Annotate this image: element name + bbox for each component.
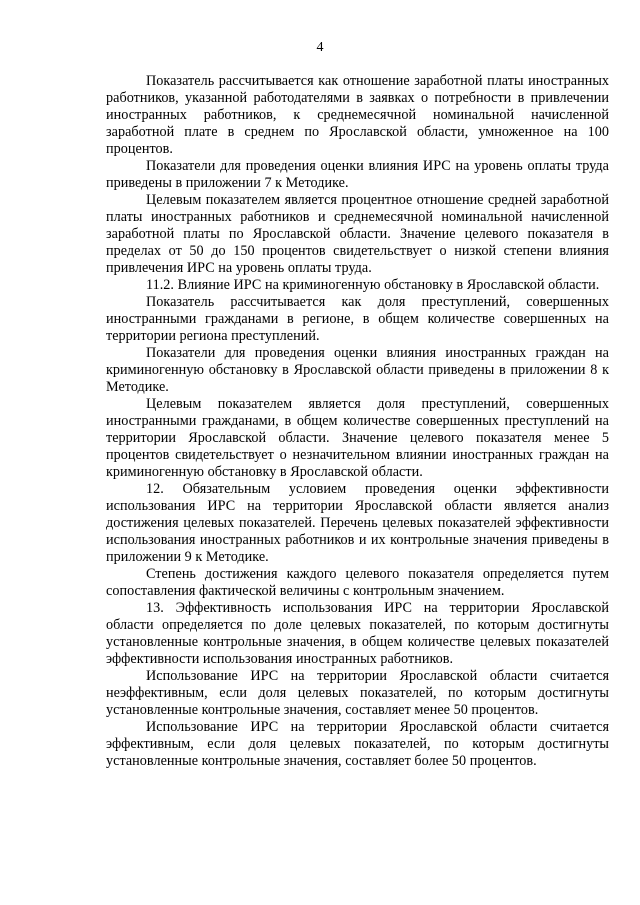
page-number: 4 <box>316 40 324 55</box>
paragraph-achievement-degree: Степень достижения каждого целевого показателя определяется путем сопоставления фактической величины с контрольным значением. <box>106 566 609 599</box>
document-body <box>106 73 609 770</box>
paragraph-crime-indicators: Показатели для проведения оценки влияния иностранных граждан на криминогенную обстановку в Ярославской области приведены в приложении 8 к Методике. <box>106 345 609 395</box>
section-heading-11-2: 11.2. Влияние ИРС на криминогенную обстановку в Ярославской области. <box>146 277 600 293</box>
paragraph-wage-indicators: Показатели для проведения оценки влияния ИРС на уровень оплаты труда приведены в приложении 7 к Методике. <box>106 158 609 191</box>
paragraph-ineffective: Использование ИРС на территории Ярославской области считается неэффективным, если доля целевых показателей, по которым достигнуты установленные контрольные значения, составляет менее 50 процентов. <box>106 668 609 718</box>
paragraph-section-12: 12. Обязательным условием проведения оценки эффективности использования ИРС на территории Ярославской области является анализ достижения целевых показателей. Перечень целевых показателей эффективности использования иностранных работников и их контрольные значения приведены в приложении 9 к Методике. <box>106 481 609 565</box>
paragraph-section-13: 13. Эффективность использования ИРС на территории Ярославской области определяется по доле целевых показателей, по которым достигнуты установленные контрольные значения, в общем количестве целевых показателей эффективности использования иностранных работников. <box>106 600 609 667</box>
paragraph-wage-target: Целевым показателем является процентное отношение средней заработной платы иностранных работников и среднемесячной номинальной начисленной заработной платы по Ярославской области. Значение целевого показателя в пределах от 50 до 150 процентов свидетельствует о низкой степени влияния привлечения ИРС на уровень оплаты труда. <box>106 192 609 276</box>
paragraph-effective: Использование ИРС на территории Ярославской области считается эффективным, если доля целевых показателей, по которым достигнуты установленные контрольные значения, составляет более 50 процентов. <box>106 719 609 769</box>
paragraph-crime-calculation: Показатель рассчитывается как доля преступлений, совершенных иностранными гражданами в регионе, в общем количестве совершенных на территории региона преступлений. <box>106 294 609 344</box>
paragraph-crime-target: Целевым показателем является доля преступлений, совершенных иностранными гражданами, в общем количестве совершенных преступлений на территории Ярославской области. Значение целевого показателя менее 5 процентов свидетельствует о незначительном влиянии иностранных граждан на криминогенную обстановку в Ярославской области. <box>106 396 609 480</box>
paragraph-indicator-calculation: Показатель рассчитывается как отношение заработной платы иностранных работников, указанной работодателями в заявках о потребности в привлечении иностранных работников, к среднемесячной номинальной начисленной заработной плате в среднем по Ярославской области, умноженное на 100 процентов. <box>106 73 609 157</box>
